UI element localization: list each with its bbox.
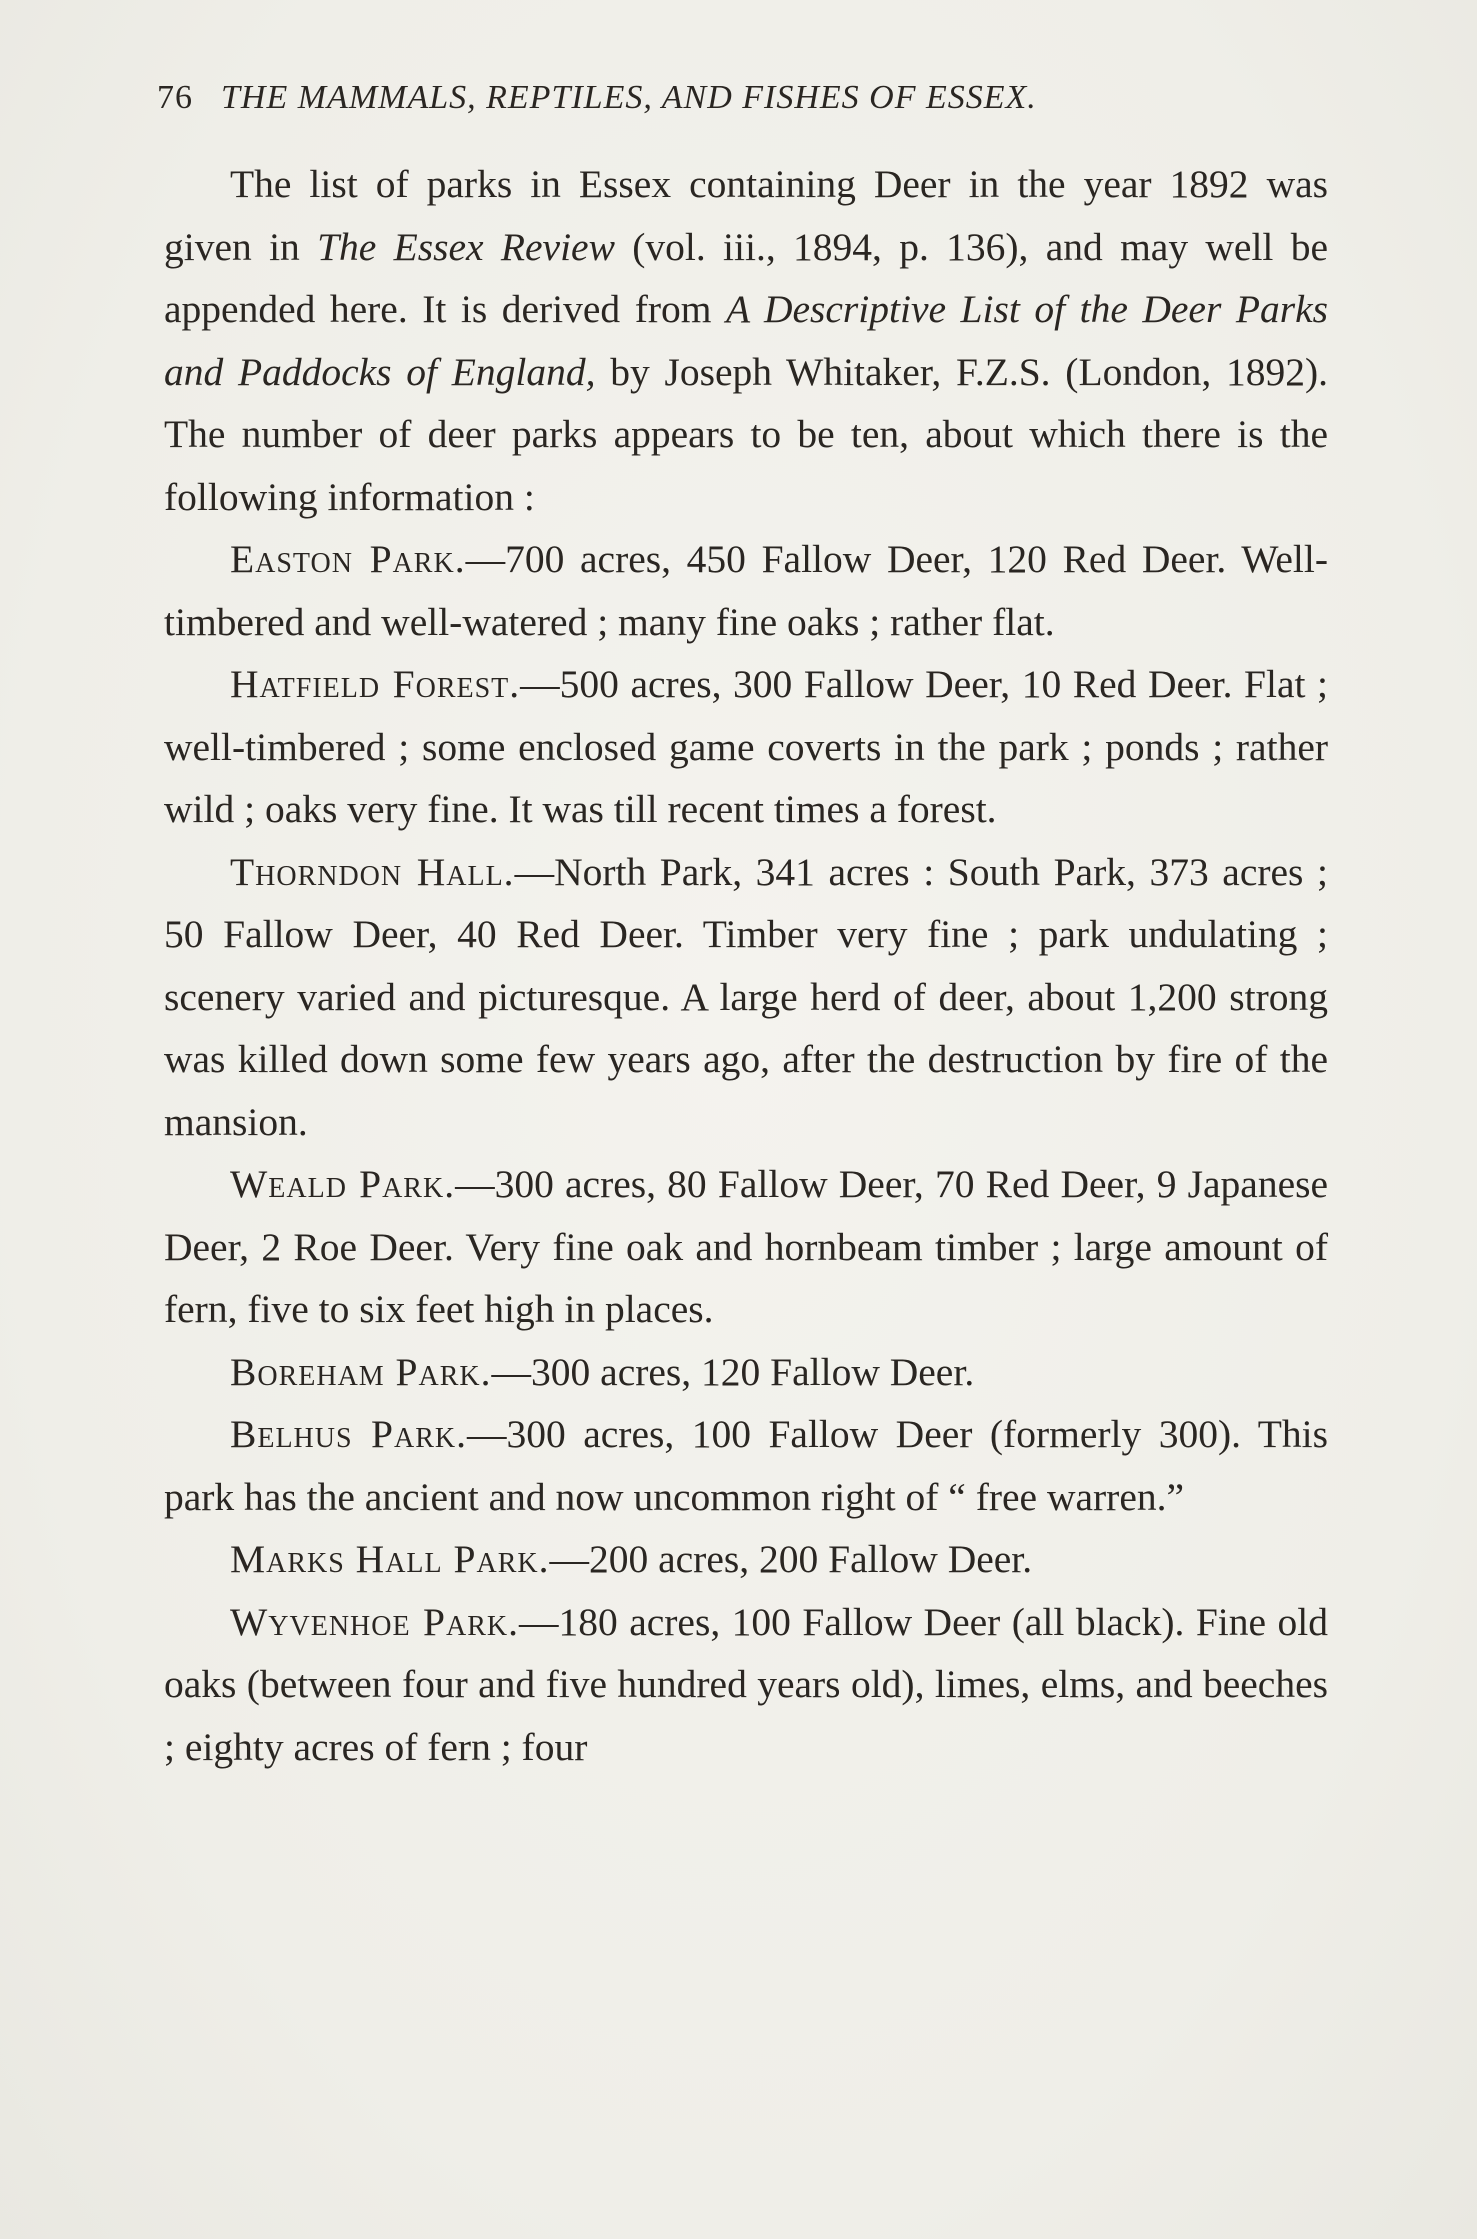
park-description: —200 acres, 200 Fallow Deer. [549, 1537, 1033, 1581]
park-description: —500 acres, 300 Fallow Deer, 10 Red Deer. Flat ; well-timbered ; some enclosed game coverts in the park ; ponds ; rather wild ; oaks very fine. It was till recent times a forest. [164, 662, 1328, 831]
park-description: —700 acres, 450 Fallow Deer, 120 Red Deer. Well-timbered and well-watered ; many fine oaks ; rather flat. [164, 537, 1329, 644]
park-entry-hatfield [164, 653, 1328, 841]
park-entry-belhus [164, 1403, 1328, 1528]
park-name: Marks Hall Park. [230, 1537, 550, 1581]
page-number: 76 [157, 79, 193, 116]
park-entry-wyvenhoe [164, 1591, 1328, 1779]
park-name: Wyvenhoe Park. [230, 1599, 520, 1644]
park-entry-weald [164, 1153, 1328, 1341]
park-entry-boreham [164, 1341, 1328, 1404]
page-header [157, 68, 1337, 128]
intro-text-part2: (vol. iii., 1894, p. 136), and may well be appended here. It is derived from [164, 224, 1328, 331]
park-entry-marks-hall [164, 1528, 1328, 1591]
park-name: Thorndon Hall. [230, 849, 515, 894]
deer-parks-book-title: A Descriptive List of the Deer Parks and Paddocks of England, [164, 287, 1329, 394]
intro-text-part3: by Joseph Whitaker, F.Z.S. (London, 1892). The number of deer parks appears to be ten, about which there is the following information : [164, 349, 1328, 519]
park-name: Boreham Park. [230, 1349, 492, 1394]
park-description: —180 acres, 100 Fallow Deer (all black). Fine old oaks (between four and five hundred years old), limes, elms, and beeches ; eighty acres of fern ; four [164, 1599, 1328, 1769]
park-name: Belhus Park. [230, 1412, 468, 1456]
park-name: Easton Park. [230, 537, 466, 581]
park-entry-thorndon [164, 841, 1328, 1154]
intro-paragraph [164, 153, 1328, 528]
park-description: —300 acres, 120 Fallow Deer. [491, 1349, 975, 1394]
essex-review-title: The Essex Review [317, 224, 615, 269]
park-name: Weald Park. [230, 1162, 456, 1206]
park-description: —300 acres, 80 Fallow Deer, 70 Red Deer, 9 Japanese Deer, 2 Roe Deer. Very fine oak and hornbeam timber ; large amount of fern, five to six feet high in places. [164, 1162, 1329, 1331]
park-entry-easton [164, 528, 1328, 653]
running-title: THE MAMMALS, REPTILES, AND FISHES OF ESSEX. [221, 79, 1037, 116]
page-body [164, 153, 1328, 1778]
park-name: Hatfield Forest. [230, 662, 521, 706]
park-description: —300 acres, 100 Fallow Deer (formerly 300). This park has the ancient and now uncommon right of “ free warren.” [164, 1412, 1328, 1519]
park-description: —North Park, 341 acres : South Park, 373 acres ; 50 Fallow Deer, 40 Red Deer. Timber very fine ; park undulating ; scenery varied and picturesque. A large herd of deer, about 1,200 strong was killed down some few years ago, after the destruction by fire of the mansion. [164, 849, 1328, 1144]
intro-text-part1: The list of parks in Essex containing Deer in the year 1892 was given in [164, 162, 1328, 269]
